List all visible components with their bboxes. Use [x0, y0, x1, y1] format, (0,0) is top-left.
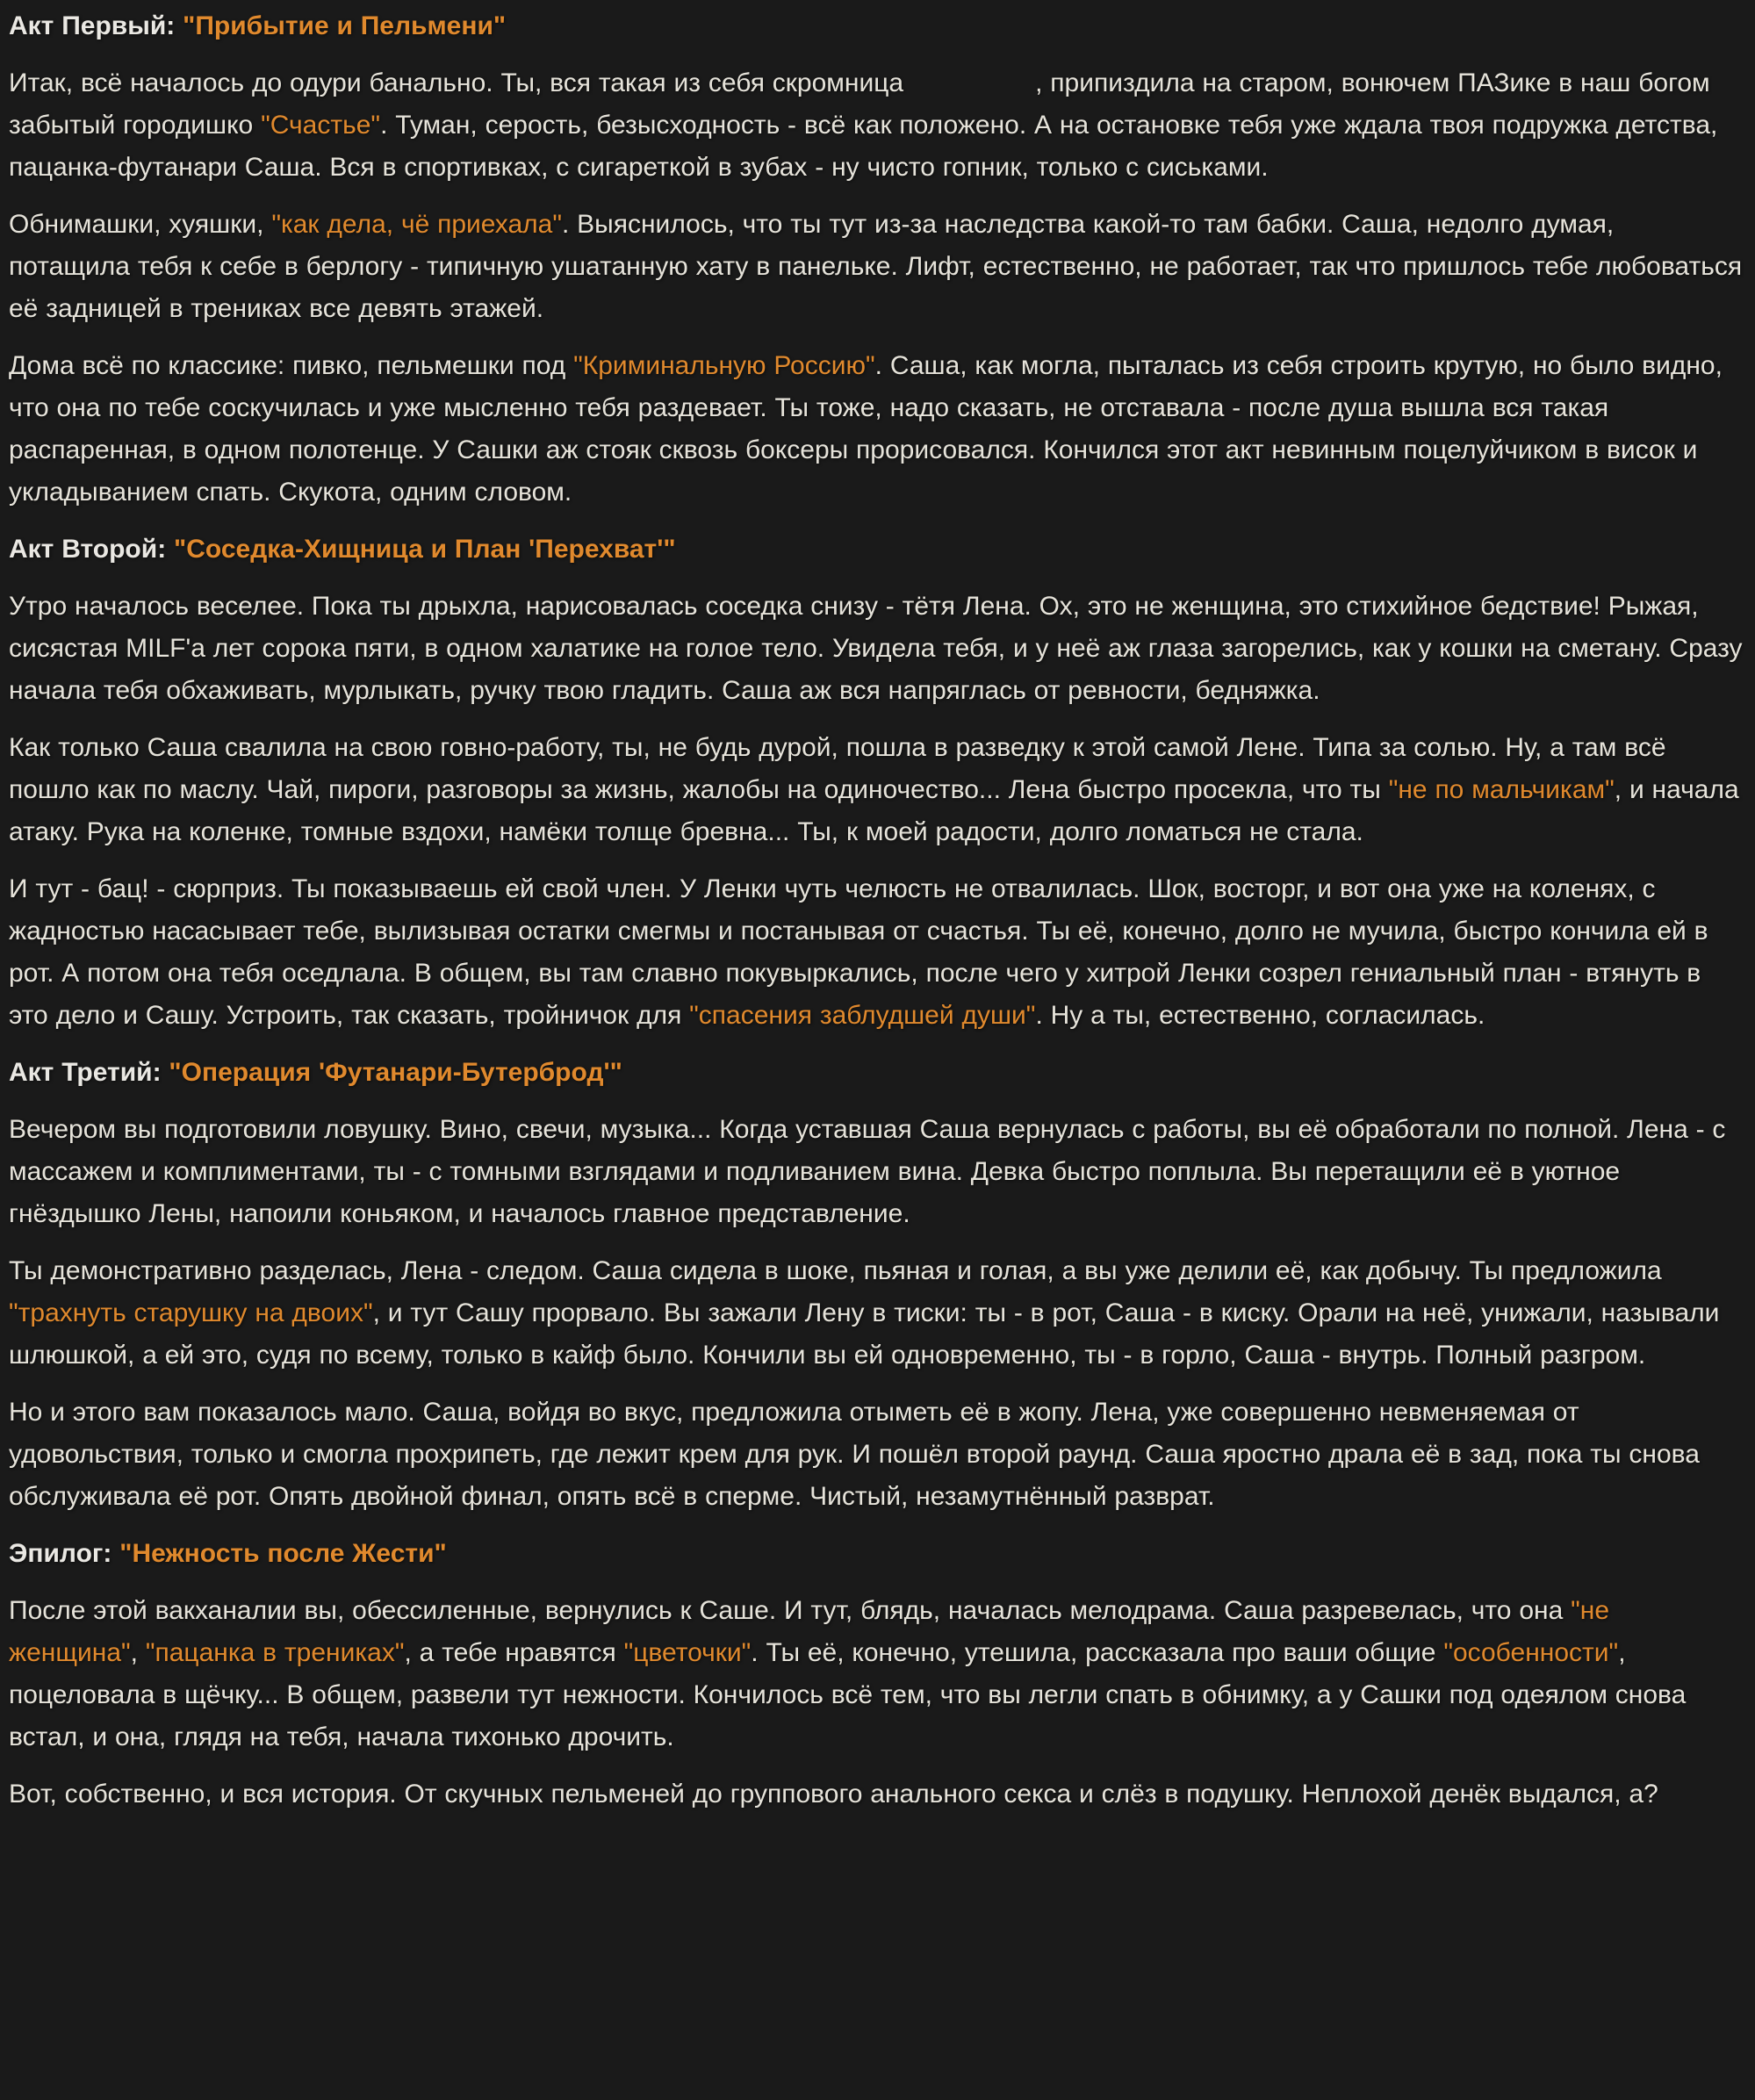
quoted-text: "Счастье" — [261, 111, 381, 140]
quoted-text: "Прибытие и Пельмени" — [183, 11, 507, 40]
text-run: Обнимашки, хуяшки, — [9, 210, 272, 239]
story-paragraph — [9, 1773, 1743, 1816]
story-paragraph — [9, 345, 1743, 514]
text-run: Но и этого вам показалось мало. Саша, войдя во вкус, предложила отыметь её в жопу. Лена, уже совершенно невменяемая от удовольствия, только и смогла прохрипеть, где лежит крем для рук. И пошёл второй раунд. Саша яростно драла её в зад, пока ты снова обслуживала её рот. Опять двойной финал, опять всё в сперме. Чистый, незамутнённый разврат. — [9, 1398, 1700, 1511]
quoted-text: "как дела, чё приехала" — [271, 210, 562, 239]
text-run: Как только Саша свалила на свою говно-работу, ты, не будь дурой, пошла в разведку к этой самой Лене. Типа за солью. Ну, а там всё пошло как по маслу. Чай, пироги, разговоры за жизнь, жалобы на одиночество... Лена быстро просекла, что ты — [9, 733, 1666, 804]
text-run: , поцеловала в щёчку... В общем, развели тут нежности. Кончилось всё тем, что вы легли спать в обнимку, а у Сашки под одеялом снова встал, и она, глядя на тебя, начала тихонько дрочить. — [9, 1638, 1687, 1751]
story-body — [9, 5, 1743, 1816]
quoted-text: "Операция 'Футанари-Бутерброд'" — [169, 1058, 622, 1087]
story-paragraph — [9, 868, 1743, 1037]
quoted-text: "Соседка-Хищница и План 'Перехват'" — [174, 535, 676, 564]
story-paragraph — [9, 204, 1743, 330]
text-run: Итак, всё началось до одури банально. Ты, вся такая из себя скромница — [9, 68, 904, 97]
text-run: Акт Первый: — [9, 11, 183, 40]
quoted-text: "не женщина" — [9, 1596, 1610, 1667]
text-run: , — [130, 1638, 146, 1667]
text-run: Эпилог: — [9, 1539, 120, 1568]
story-paragraph — [9, 1250, 1743, 1377]
text-run: , а тебе нравятся — [404, 1638, 624, 1667]
quoted-text: "Нежность после Жести" — [119, 1539, 447, 1568]
text-run: , и тут Сашу прорвало. Вы зажали Лену в тиски: ты - в рот, Саша - в киску. Орали на неё, унижали, называли шлюшкой, а ей это, судя по всему, только в кайф было. Кончили вы ей одновременно, ты - в горло, Саша - внутрь. Полный разгром. — [9, 1298, 1720, 1370]
quoted-text: "трахнуть старушку на двоих" — [9, 1298, 373, 1327]
text-run: , припиздила на старом, вонючем ПАЗике в наш богом забытый городишко — [9, 68, 1710, 140]
text-run: Утро началось веселее. Пока ты дрыхла, нарисовалась соседка снизу - тётя Лена. Ох, это не женщина, это стихийное бедствие! Рыжая, сисястая MILF'а лет сорока пяти, в одном халатике на голое тело. Увидела тебя, и у неё аж глаза загорелись, как у кошки на сметану. Сразу начала тебя обхаживать, мурлыкать, ручку твою гладить. Саша аж вся напряглась от ревности, бедняжка. — [9, 592, 1743, 705]
text-run: . Выяснилось, что ты тут из-за наследства какой-то там бабки. Саша, недолго думая, потащила тебя к себе в берлогу - типичную ушатанную хату в панельке. Лифт, естественно, не работает, так что пришлось тебе любоваться её задницей в трениках все девять этажей. — [9, 210, 1743, 323]
text-run: . Саша, как могла, пыталась из себя строить крутую, но было видно, что она по тебе соскучилась и уже мысленно тебя раздевает. Ты тоже, надо сказать, не отставала - после душа вышла вся такая распаренная, в одном полотенце. У Сашки аж стояк сквозь боксеры прорисовался. Кончился этот акт невинным поцелуйчиком в висок и укладыванием спать. Скукота, одним словом. — [9, 351, 1723, 507]
quoted-text: "спасения заблудшей души" — [689, 1001, 1036, 1030]
story-paragraph — [9, 1392, 1743, 1518]
quoted-text: "цветочки" — [623, 1638, 752, 1667]
text-run: Вечером вы подготовили ловушку. Вино, свечи, музыка... Когда уставшая Саша вернулась с работы, вы её обработали по полной. Лена - с массажем и комплиментами, ты - с томными взглядами и подливанием вина. Девка быстро поплыла. Вы перетащили её в уютное гнёздышко Лены, напоили коньяком, и началось главное представление. — [9, 1115, 1726, 1228]
text-run: После этой вакханалии вы, обессиленные, вернулись к Саше. И тут, блядь, началась мелодрама. Саша разревелась, что она — [9, 1596, 1572, 1625]
text-run: Акт Второй: — [9, 535, 175, 564]
story-paragraph — [9, 1590, 1743, 1758]
text-run: . Ну а ты, естественно, согласилась. — [1035, 1001, 1485, 1030]
story-paragraph — [9, 1109, 1743, 1235]
quoted-text: "пацанка в трениках" — [145, 1638, 405, 1667]
text-run: Дома всё по классике: пивко, пельмешки под — [9, 351, 574, 380]
text-run: , и начала атаку. Рука на коленке, томные вздохи, намёки толще бревна... Ты, к моей радости, долго ломаться не стала. — [9, 775, 1739, 846]
text-run: Вот, собственно, и вся история. От скучных пельменей до группового анального секса и слёз в подушку. Неплохой денёк выдался, а? — [9, 1780, 1658, 1809]
text-run: . Ты её, конечно, утешила, рассказала про ваши общие — [751, 1638, 1444, 1667]
story-paragraph — [9, 586, 1743, 712]
text-run: И тут - бац! - сюрприз. Ты показываешь ей свой член. У Ленки чуть челюсть не отвалилась. Шок, восторг, и вот она уже на коленях, с жадностью насасывает тебе, вылизывая остатки смегмы и постанывая от счастья. Ты её, конечно, долго не мучила, быстро кончила ей в рот. А потом она тебя оседлала. В общем, вы там славно покувыркались, после чего у хитрой Ленки созрел гениальный план - втянуть в это дело и Сашу. Устроить, так сказать, тройничок для — [9, 874, 1708, 1030]
section-heading — [9, 1533, 1743, 1575]
section-heading — [9, 5, 1743, 47]
section-heading — [9, 529, 1743, 571]
section-heading — [9, 1052, 1743, 1094]
quoted-text: "Криминальную Россию" — [573, 351, 875, 380]
story-paragraph — [9, 727, 1743, 853]
text-run: Акт Третий: — [9, 1058, 169, 1087]
text-run: Ты демонстративно разделась, Лена - следом. Саша сидела в шоке, пьяная и голая, а вы уже делили её, как добычу. Ты предложила — [9, 1256, 1662, 1285]
quoted-text: "не по мальчикам" — [1388, 775, 1615, 804]
text-run: . Туман, серость, безысходность - всё как положено. А на остановке тебя уже ждала твоя подружка детства, пацанка-футанари Саша. Вся в спортивках, с сигареткой в зубах - ну чисто гопник, только с сиськами. — [9, 111, 1718, 182]
story-paragraph — [9, 62, 1743, 189]
quoted-text: "особенности" — [1443, 1638, 1619, 1667]
